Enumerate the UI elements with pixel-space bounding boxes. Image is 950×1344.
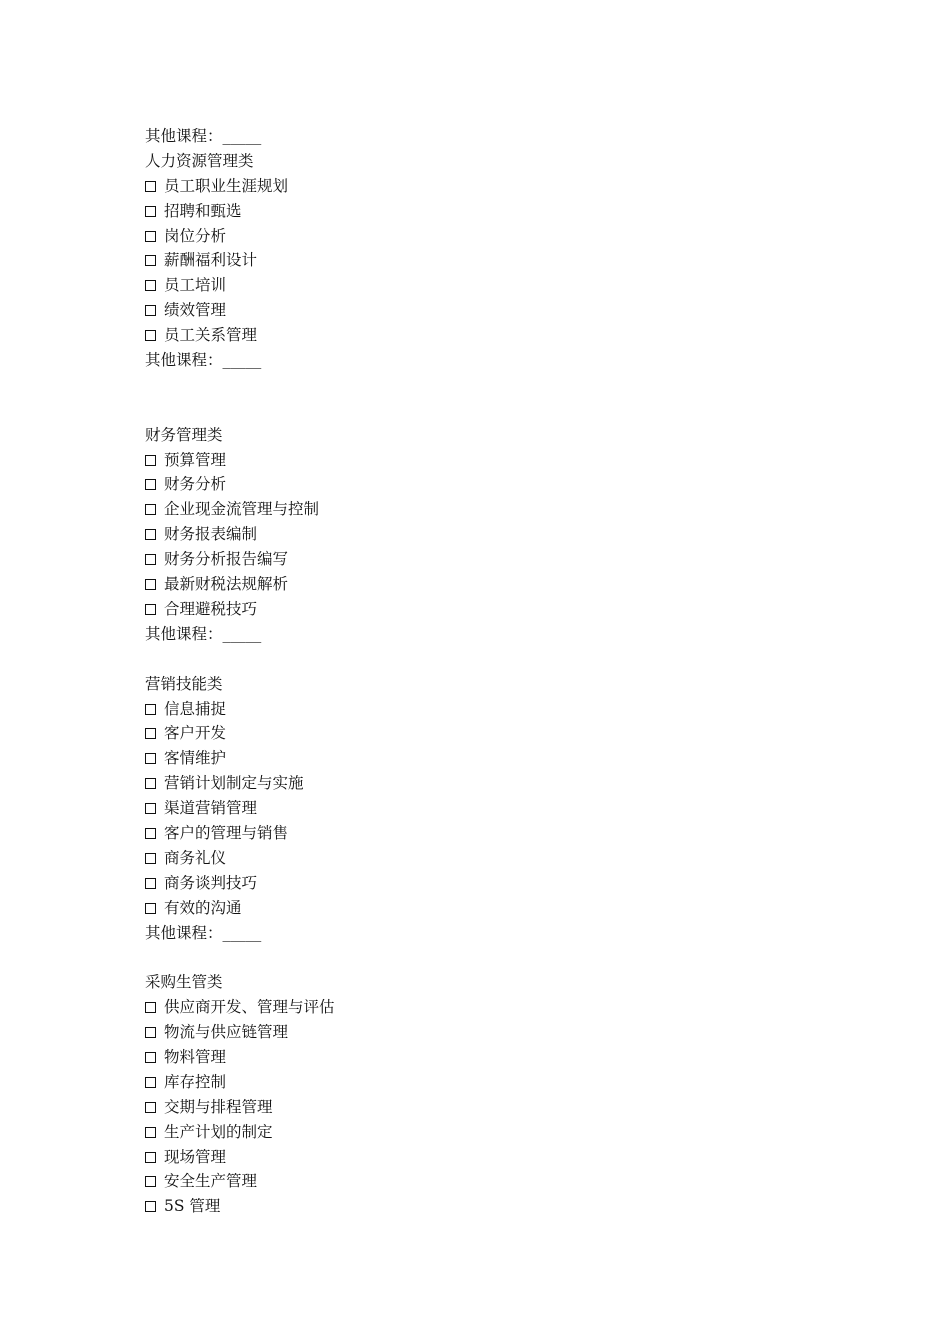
checkbox[interactable] bbox=[145, 704, 156, 715]
checkbox-label: 企业现金流管理与控制 bbox=[164, 500, 320, 519]
section-title-hr: 人力资源管理类 bbox=[145, 151, 254, 170]
checkbox-label: 预算管理 bbox=[164, 450, 227, 469]
checkbox-item[interactable] bbox=[145, 871, 845, 896]
checkbox[interactable] bbox=[145, 1052, 156, 1063]
checkbox-item[interactable] bbox=[145, 746, 845, 771]
checkbox-label: 客户的管理与销售 bbox=[164, 823, 289, 842]
checkbox-item[interactable] bbox=[145, 721, 845, 746]
checkbox[interactable] bbox=[145, 903, 156, 914]
checkbox-item[interactable] bbox=[145, 323, 845, 348]
checkbox-label: 招聘和甄选 bbox=[164, 201, 242, 220]
checkbox-item[interactable] bbox=[145, 472, 845, 497]
checkbox[interactable] bbox=[145, 206, 156, 217]
checkbox-label: 员工培训 bbox=[164, 276, 227, 295]
course-survey-document bbox=[145, 124, 845, 1219]
checkbox-label: 营销计划制定与实施 bbox=[164, 774, 304, 793]
checkbox-item[interactable] bbox=[145, 1045, 845, 1070]
checkbox-item[interactable] bbox=[145, 995, 845, 1020]
checkbox-item[interactable] bbox=[145, 174, 845, 199]
checkbox-item[interactable] bbox=[145, 1194, 845, 1219]
checkbox-item[interactable] bbox=[145, 199, 845, 224]
checkbox-label: 商务礼仪 bbox=[164, 848, 227, 867]
checkbox-item[interactable] bbox=[145, 896, 845, 921]
checkbox-label: 生产计划的制定 bbox=[164, 1122, 273, 1141]
checkbox[interactable] bbox=[145, 778, 156, 789]
section-title-marketing: 营销技能类 bbox=[145, 674, 223, 693]
checkbox[interactable] bbox=[145, 604, 156, 615]
checkbox[interactable] bbox=[145, 728, 156, 739]
checkbox[interactable] bbox=[145, 280, 156, 291]
checkbox-item[interactable] bbox=[145, 224, 845, 249]
checkbox-item[interactable] bbox=[145, 522, 845, 547]
checkbox-label: 渠道营销管理 bbox=[164, 799, 258, 818]
checkbox[interactable] bbox=[145, 330, 156, 341]
checkbox-item[interactable] bbox=[145, 1070, 845, 1095]
checkbox-item[interactable] bbox=[145, 1020, 845, 1045]
checkbox[interactable] bbox=[145, 455, 156, 466]
checkbox-label: 物料管理 bbox=[164, 1047, 227, 1066]
checkbox-item[interactable] bbox=[145, 248, 845, 273]
section-title-finance: 财务管理类 bbox=[145, 425, 223, 444]
checkbox-item[interactable] bbox=[145, 796, 845, 821]
other-courses-line: 其他课程：_____ bbox=[145, 923, 262, 942]
checkbox-item[interactable] bbox=[145, 771, 845, 796]
checkbox-label: 安全生产管理 bbox=[164, 1172, 258, 1191]
checkbox-label: 信息捕捉 bbox=[164, 699, 227, 718]
checkbox[interactable] bbox=[145, 255, 156, 266]
checkbox-item[interactable] bbox=[145, 298, 845, 323]
checkbox-item[interactable] bbox=[145, 572, 845, 597]
checkbox-label: 财务报表编制 bbox=[164, 525, 258, 544]
checkbox[interactable] bbox=[145, 1127, 156, 1138]
checkbox-label: 交期与排程管理 bbox=[164, 1097, 273, 1116]
checkbox-label: 员工关系管理 bbox=[164, 326, 258, 345]
checkbox-item[interactable] bbox=[145, 1095, 845, 1120]
checkbox-label: 薪酬福利设计 bbox=[164, 251, 258, 270]
other-courses-line: 其他课程：_____ bbox=[145, 127, 262, 145]
checkbox[interactable] bbox=[145, 1176, 156, 1187]
checkbox[interactable] bbox=[145, 305, 156, 316]
checkbox-label: 商务谈判技巧 bbox=[164, 873, 258, 892]
checkbox[interactable] bbox=[145, 479, 156, 490]
checkbox-item[interactable] bbox=[145, 1145, 845, 1170]
checkbox[interactable] bbox=[145, 1027, 156, 1038]
checkbox-label: 合理避税技巧 bbox=[164, 599, 258, 618]
checkbox-label: 财务分析报告编写 bbox=[164, 550, 289, 569]
checkbox-item[interactable] bbox=[145, 448, 845, 473]
checkbox-label: 供应商开发、管理与评估 bbox=[164, 998, 335, 1017]
checkbox-item[interactable] bbox=[145, 1169, 845, 1194]
checkbox-item[interactable] bbox=[145, 273, 845, 298]
spacer bbox=[145, 373, 845, 423]
spacer bbox=[145, 945, 845, 970]
checkbox[interactable] bbox=[145, 1077, 156, 1088]
checkbox[interactable] bbox=[145, 878, 156, 889]
checkbox[interactable] bbox=[145, 579, 156, 590]
checkbox-label: 岗位分析 bbox=[164, 226, 227, 245]
checkbox-label: 客户开发 bbox=[164, 724, 227, 743]
checkbox-item[interactable] bbox=[145, 846, 845, 871]
checkbox-label: 物流与供应链管理 bbox=[164, 1023, 289, 1042]
checkbox[interactable] bbox=[145, 231, 156, 242]
checkbox-label: 5S 管理 bbox=[164, 1197, 221, 1216]
checkbox-label: 最新财税法规解析 bbox=[164, 575, 289, 594]
checkbox[interactable] bbox=[145, 828, 156, 839]
checkbox-label: 绩效管理 bbox=[164, 301, 227, 320]
checkbox[interactable] bbox=[145, 504, 156, 515]
other-courses-line: 其他课程：_____ bbox=[145, 351, 262, 370]
checkbox-item[interactable] bbox=[145, 1120, 845, 1145]
checkbox-item[interactable] bbox=[145, 697, 845, 722]
checkbox-item[interactable] bbox=[145, 597, 845, 622]
other-courses-line: 其他课程：_____ bbox=[145, 624, 262, 643]
checkbox[interactable] bbox=[145, 1102, 156, 1113]
checkbox[interactable] bbox=[145, 1152, 156, 1163]
checkbox-label: 有效的沟通 bbox=[164, 898, 242, 917]
checkbox[interactable] bbox=[145, 1201, 156, 1212]
checkbox[interactable] bbox=[145, 554, 156, 565]
checkbox[interactable] bbox=[145, 181, 156, 192]
checkbox-label: 客情维护 bbox=[164, 749, 227, 768]
checkbox-item[interactable] bbox=[145, 821, 845, 846]
checkbox-item[interactable] bbox=[145, 497, 845, 522]
checkbox[interactable] bbox=[145, 529, 156, 540]
checkbox-label: 财务分析 bbox=[164, 475, 227, 494]
checkbox-label: 库存控制 bbox=[164, 1072, 227, 1091]
checkbox-label: 现场管理 bbox=[164, 1147, 227, 1166]
checkbox[interactable] bbox=[145, 1002, 156, 1013]
section-title-procurement: 采购生管类 bbox=[145, 973, 223, 992]
checkbox-label: 员工职业生涯规划 bbox=[164, 176, 289, 195]
checkbox[interactable] bbox=[145, 753, 156, 764]
checkbox-item[interactable] bbox=[145, 547, 845, 572]
checkbox[interactable] bbox=[145, 853, 156, 864]
spacer bbox=[145, 647, 845, 672]
checkbox[interactable] bbox=[145, 803, 156, 814]
